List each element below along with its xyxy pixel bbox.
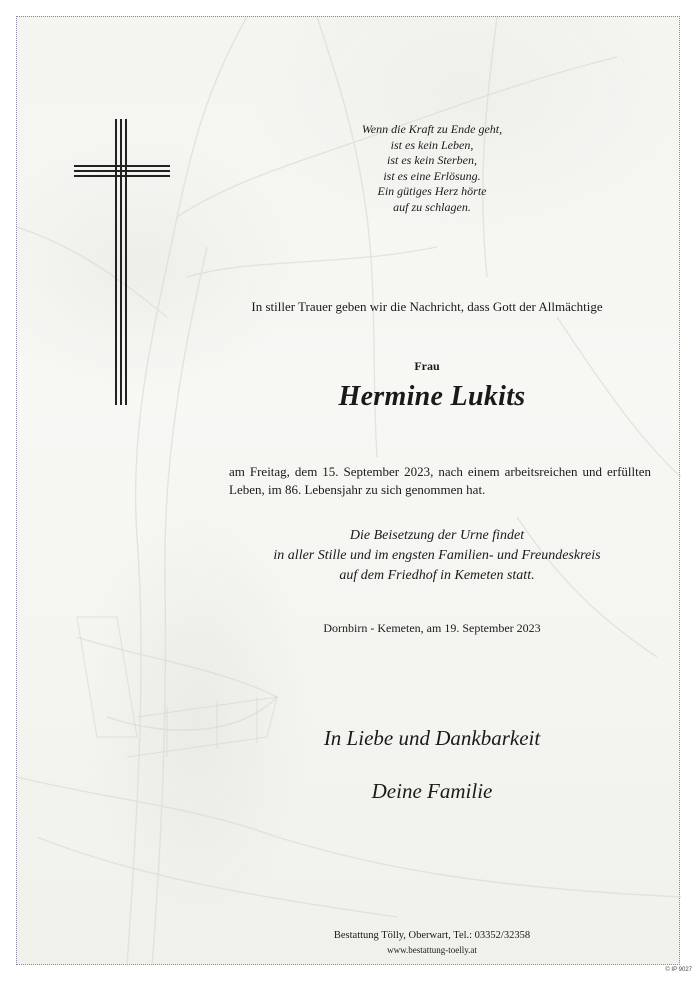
deceased-name: Hermine Lukits <box>338 381 526 412</box>
intro-text: In stiller Trauer geben wir die Nachricht, dass Gott der Allmächtige <box>251 299 603 314</box>
burial-line: auf dem Friedhof in Kemeten statt. <box>339 568 535 583</box>
poem-line: ist es eine Erlösung. <box>383 168 481 183</box>
obituary-card <box>16 16 680 965</box>
place-date: Dornbirn - Kemeten, am 19. September 2023 <box>323 621 541 635</box>
poem-line: ist es kein Sterben, <box>387 153 477 168</box>
undertaker-website: www.bestattung-toelly.at <box>387 945 477 955</box>
print-code: © IP 9027 <box>665 967 692 973</box>
cross-icon <box>74 119 170 409</box>
salutation: Frau <box>414 359 440 373</box>
poem-line: Wenn die Kraft zu Ende geht, <box>361 122 503 136</box>
poem-line: auf zu schlagen. <box>393 199 471 214</box>
burial-line: Die Beisetzung der Urne findet <box>349 528 525 543</box>
closing-thanks: In Liebe und Dankbarkeit <box>323 726 541 750</box>
death-notice: am Freitag, dem 15. September 2023, nach einem arbeitsreichen und erfüllten Leben, im 86. Lebensjahr zu sich genommen hat. <box>229 464 651 497</box>
memorial-poem <box>297 122 567 216</box>
burial-line: in aller Stille und im engsten Familien- und Freundeskreis <box>273 548 601 563</box>
undertaker-info: Bestattung Tölly, Oberwart, Tel.: 03352/32358 <box>333 930 531 941</box>
closing-family: Deine Familie <box>371 779 493 803</box>
burial-notice <box>227 526 647 586</box>
poem-line: ist es kein Leben, <box>390 137 474 152</box>
poem-line: Ein gütiges Herz hörte <box>377 184 487 199</box>
